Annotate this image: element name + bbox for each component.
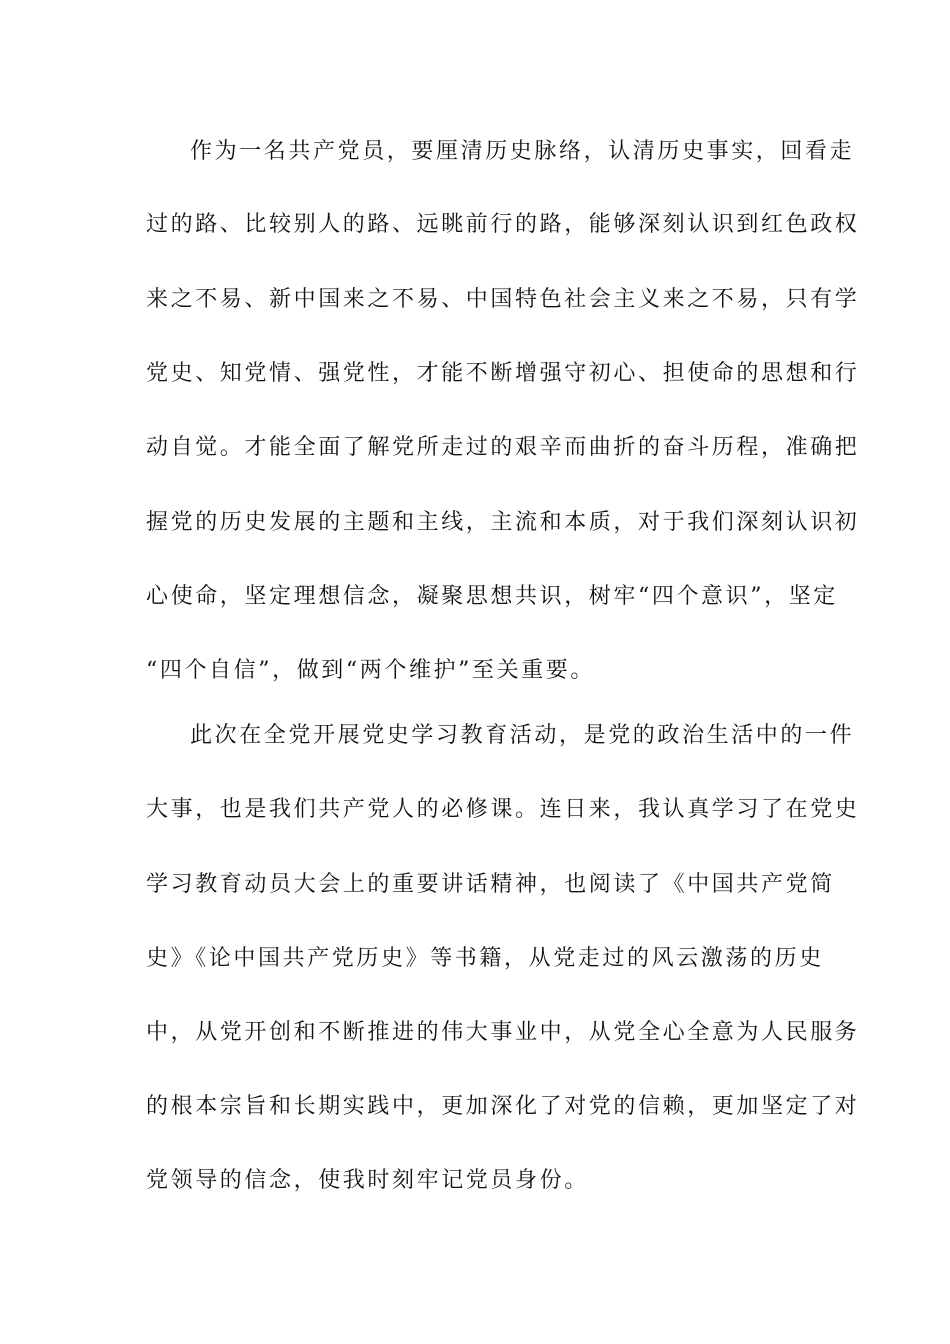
text-line: 中，从党开创和不断推进的伟大事业中，从党全心全意为人民服务 [146, 1020, 860, 1045]
text-line: 心使命，坚定理想信念，凝聚思想共识，树牢“四个意识”，坚定 [146, 584, 838, 609]
text-line: 此次在全党开展党史学习教育活动，是党的政治生活中的一件 [190, 723, 855, 748]
text-line: 大事，也是我们共产党人的必修课。连日来，我认真学习了在党史 [146, 797, 860, 822]
text-line: 党领导的信念，使我时刻牢记党员身份。 [146, 1168, 589, 1193]
text-line: 史》《论中国共产党历史》等书籍，从党走过的风云激荡的历史 [146, 946, 824, 971]
text-line: 动自觉。才能全面了解党所走过的艰辛而曲折的奋斗历程，准确把 [146, 435, 860, 460]
text-line: 党史、知党情、强党性，才能不断增强守初心、担使命的思想和行 [146, 361, 860, 386]
text-line: “四个自信”，做到“两个维护”至关重要。 [146, 658, 595, 683]
text-line: 作为一名共产党员，要厘清历史脉络，认清历史事实，回看走 [190, 139, 855, 164]
text-line: 过的路、比较别人的路、远眺前行的路，能够深刻认识到红色政权 [146, 212, 860, 237]
text-line: 的根本宗旨和长期实践中，更加深化了对党的信赖，更加坚定了对 [146, 1094, 860, 1119]
text-line: 学习教育动员大会上的重要讲话精神，也阅读了《中国共产党简 [146, 872, 835, 897]
text-line: 来之不易、新中国来之不易、中国特色社会主义来之不易，只有学 [146, 287, 860, 312]
text-line: 握党的历史发展的主题和主线，主流和本质，对于我们深刻认识初 [146, 510, 860, 535]
